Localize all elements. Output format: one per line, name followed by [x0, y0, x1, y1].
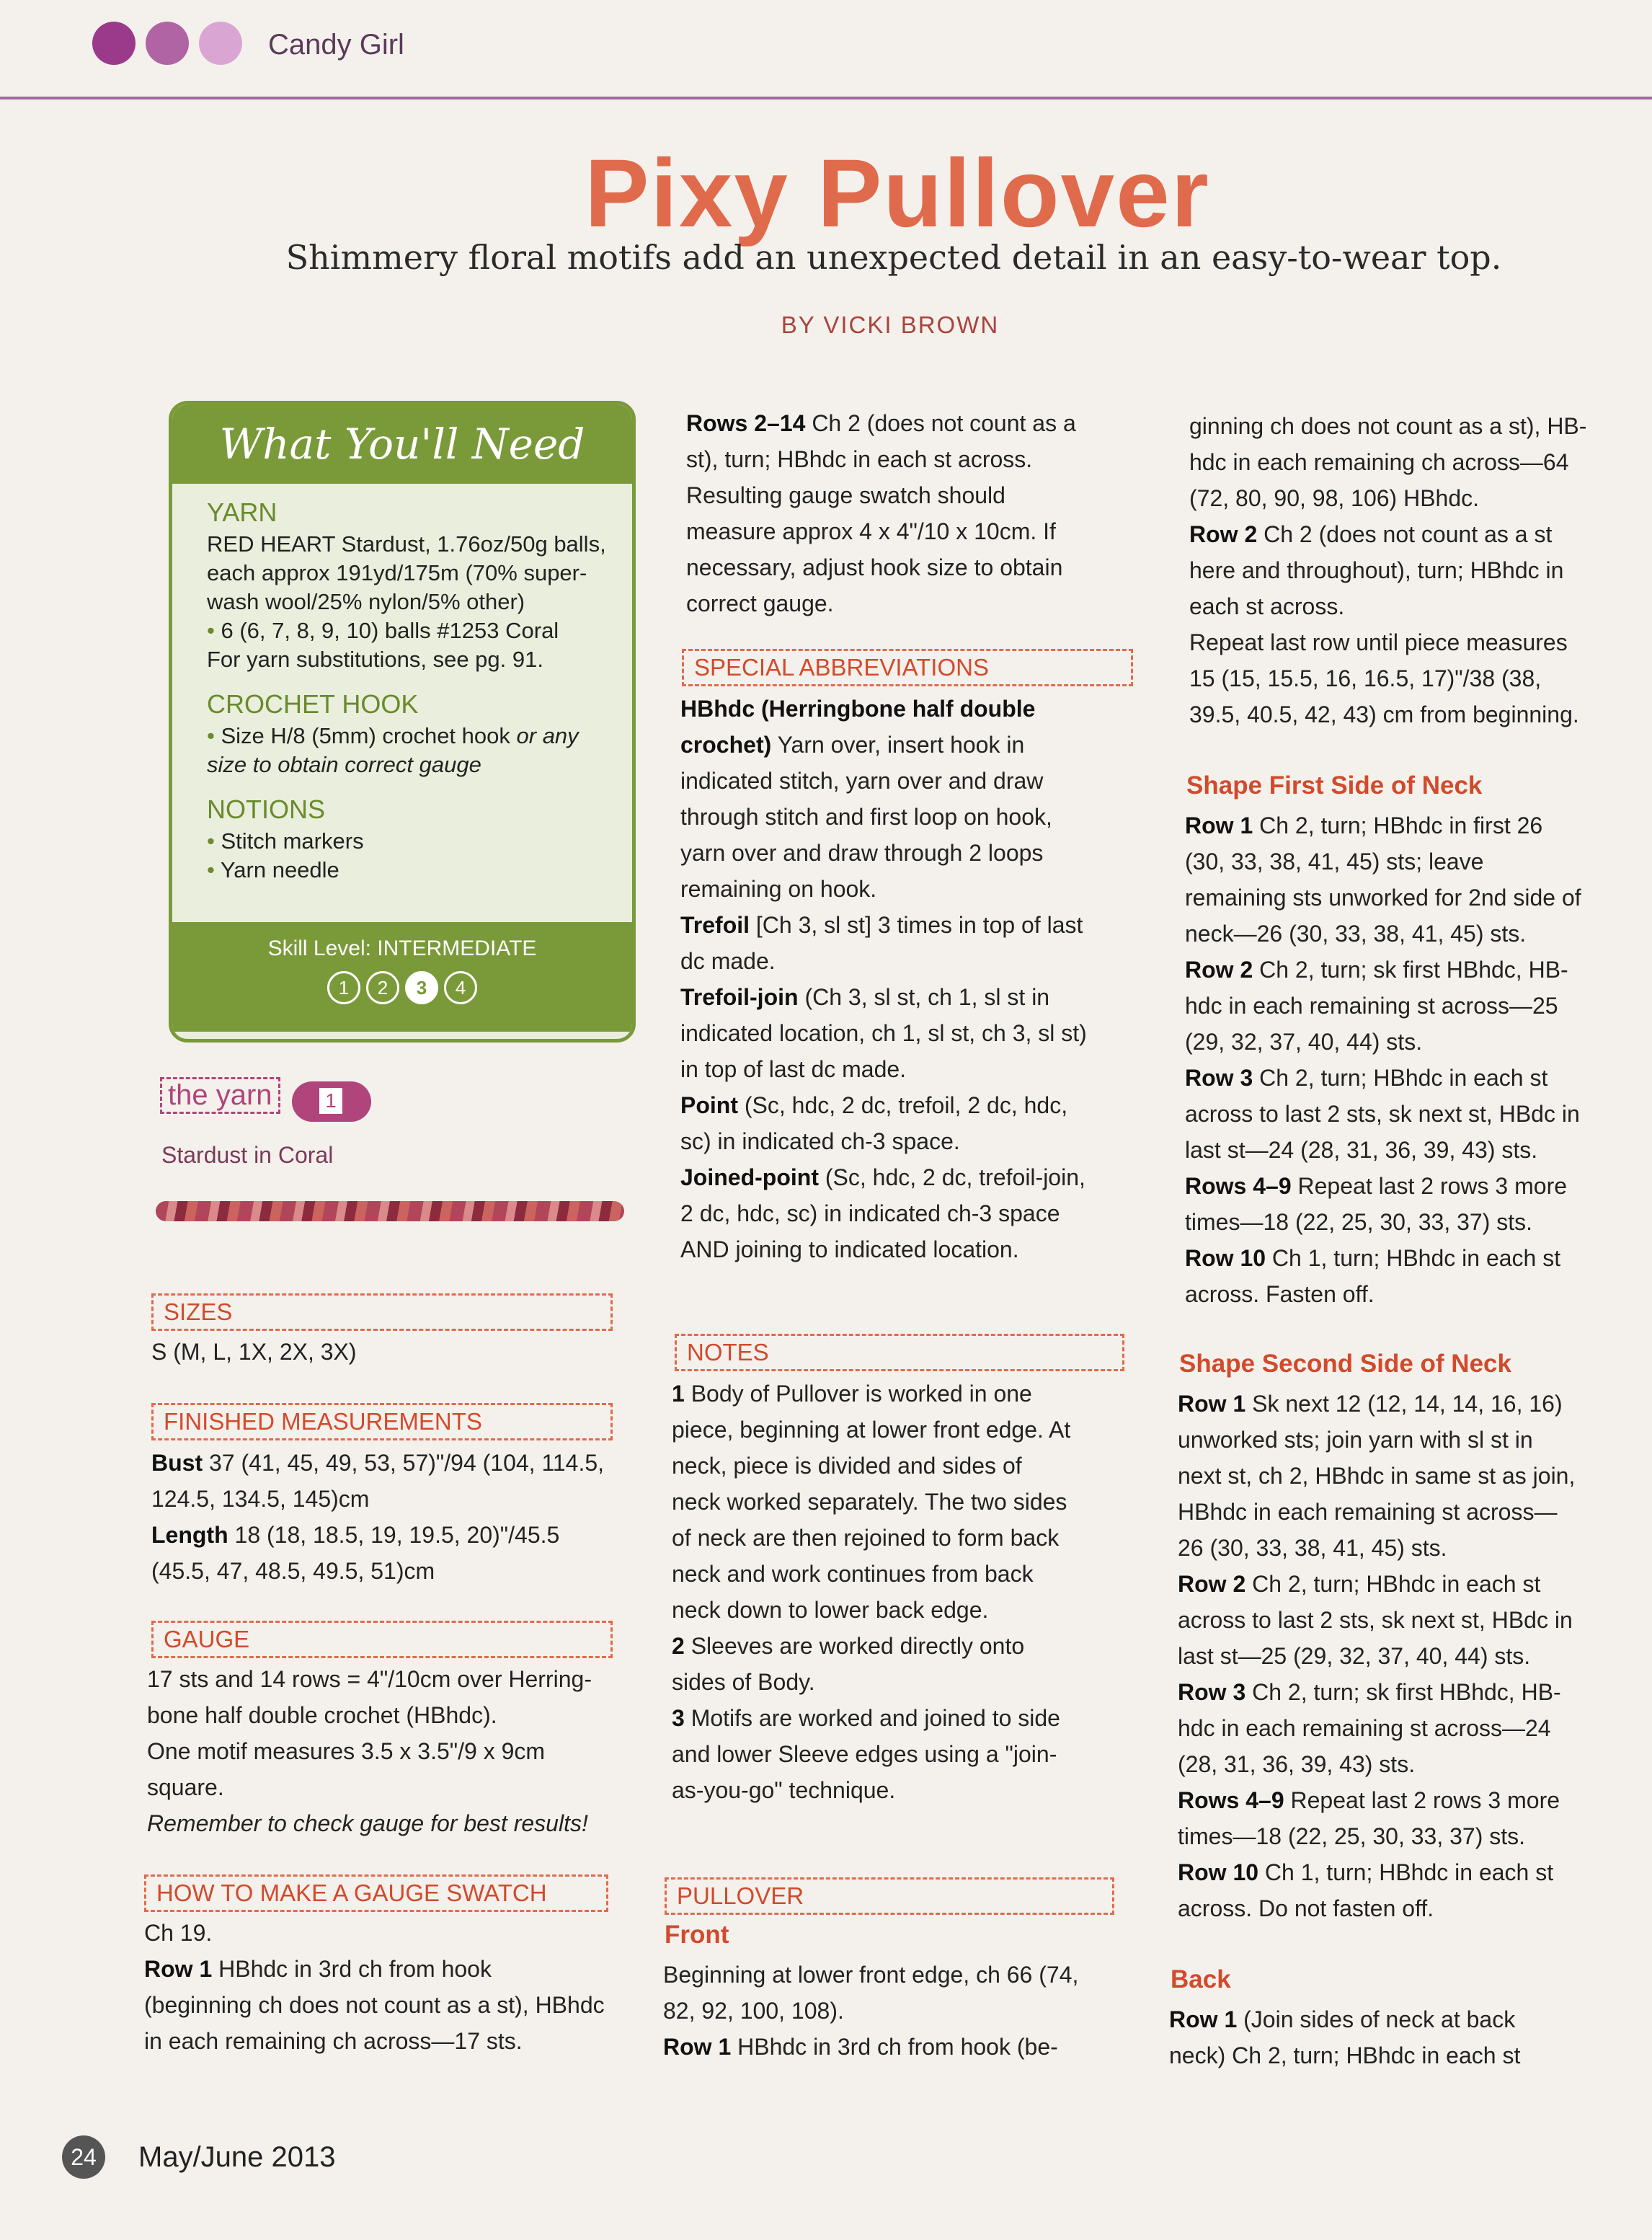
swatch-rows: Rows 2–14 Ch 2 (does not count as a st), turn; HBhdc in each st across. Resulting gauge swatch should measure approx 4 x 4"/10 x 10cm. If necessary, adjust hook size to obtain correct gauge. [686, 410, 1076, 616]
gauge-heading: GAUGE [151, 1621, 613, 1658]
back-text: Row 1 (Join sides of neck at back neck) Ch 2, turn; HBhdc in each st [1169, 2006, 1521, 2068]
second-neck-text: Row 1 Sk next 12 (12, 14, 14, 16, 16) unworked sts; join yarn with sl st in next st, ch 2, HBhdc in same st as join, HBhdc in each remaining st across—26 (30, 33, 38, 41, 45) sts. Row 2 Ch 2, turn; HBhdc in each st across to last 2 sts, sk next st, HBdc in last st—25 (29, 32, 37, 40, 44) sts. Row 3 Ch 2, turn; sk first HBhdc, HB-hdc in each remaining st across—24 (28, 31, 36, 39, 43) sts. Rows 4–9 Repeat last 2 rows 3 more times—18 (22, 25, 30, 33, 37) sts. Row 10 Ch 1, turn; HBhdc in each st across. Do not fasten off. [1178, 1391, 1576, 1921]
back-heading: Back [1171, 1965, 1231, 1993]
yarn-bullet: • 6 (6, 7, 8, 9, 10) balls #1253 Coral [207, 616, 610, 645]
header-rule [0, 97, 1652, 99]
byline: BY VICKI BROWN [781, 311, 1000, 338]
yarn-substitution: For yarn substitutions, see pg. 91. [207, 647, 543, 672]
skill-circle: 4 [444, 971, 477, 1004]
front-continued: ginning ch does not count as a st), HB-hdc in each remaining ch across—64 (72, 80, 90, 98, 106) HBhdc. Row 2 Ch 2 (does not count as a st here and throughout), turn; HBhdc in each st across. Repeat last row until piece measures 15 (15, 15.5, 16, 16.5, 17)"/38 (38, 39.5, 40.5, 42, 43) cm from beginning. [1189, 413, 1587, 727]
materials-box [169, 401, 636, 1042]
hook-heading: CROCHET HOOK [207, 689, 419, 719]
swatch-text: Ch 19. Row 1 HBhdc in 3rd ch from hook (beginning ch does not count as a st), HBhdc in each remaining ch across—17 sts. [144, 1920, 605, 2054]
subtitle: Shimmery floral motifs add an unexpected detail in an easy-to-wear top. [285, 238, 1502, 277]
finished-text: Bust 37 (41, 45, 49, 53, 57)"/94 (104, 114.5, 124.5, 134.5, 145)cm Length 18 (18, 18.5, 19, 19.5, 20)"/45.5 (45.5, 47, 48.5, 49.5, 51)cm [151, 1450, 605, 1584]
yarn-number: 1 [319, 1088, 342, 1114]
section-dots [92, 22, 242, 65]
yarn-ball-icon [292, 1081, 371, 1122]
gauge-text: 17 sts and 14 rows = 4"/10cm over Herring-bone half double crochet (HBhdc). One motif measures 3.5 x 3.5"/9 x 9cm square. Remember to check gauge for best results! [147, 1666, 592, 1836]
materials-body [207, 482, 610, 885]
first-neck-heading: Shape First Side of Neck [1186, 771, 1483, 800]
notes-text: 1 Body of Pullover is worked in one piece, beginning at lower front edge. At neck, piece is divided and sides of neck worked separately. The two sides of neck are then rejoined to form back neck and work continues from back neck down to lower back edge. 2 Sleeves are worked directly onto sides of Body. 3 Motifs are worked and joined to side and lower Sleeve edges using a "join-as-you-go" technique. [672, 1381, 1071, 1803]
notion-item: • Yarn needle [207, 856, 610, 885]
front-heading: Front [665, 1921, 729, 1949]
notions-heading: NOTIONS [207, 794, 326, 824]
skill-level-bar [172, 922, 632, 1032]
skill-circle-active: 3 [405, 971, 438, 1004]
yarn-heading: YARN [207, 497, 277, 527]
sizes-heading: SIZES [151, 1293, 613, 1331]
first-neck-text: Row 1 Ch 2, turn; HBhdc in first 26 (30, 33, 38, 41, 45) sts; leave remaining sts unworked for 2nd side of neck—26 (30, 33, 38, 41, 45) sts. Row 2 Ch 2, turn; sk first HBhdc, HB-hdc in each remaining st across—25 (29, 32, 37, 40, 44) sts. Row 3 Ch 2, turn; HBhdc in each st across to last 2 sts, sk next st, HBdc in last st—24 (28, 31, 36, 39, 43) sts. Rows 4–9 Repeat last 2 rows 3 more times—18 (22, 25, 30, 33, 37) sts. Row 10 Ch 1, turn; HBhdc in each st across. Fasten off. [1185, 813, 1581, 1307]
notion-item: • Stitch markers [207, 827, 610, 856]
skill-label: Skill Level: INTERMEDIATE [267, 937, 537, 960]
yarn-panel [160, 1077, 371, 1122]
pullover-heading: PULLOVER [665, 1877, 1114, 1915]
dot-1 [92, 22, 136, 65]
skill-circle: 2 [366, 971, 399, 1004]
hook-bullet: • Size H/8 (5mm) crochet hook or any size to obtain correct gauge [207, 722, 610, 779]
dot-3 [199, 22, 242, 65]
yarn-text: RED HEART Stardust, 1.76oz/50g balls, each approx 191yd/175m (70% super-wash wool/25% nylon/5% other) [207, 531, 606, 614]
finished-heading: FINISHED MEASUREMENTS [151, 1403, 613, 1440]
second-neck-heading: Shape Second Side of Neck [1179, 1350, 1511, 1378]
notes-heading: NOTES [675, 1334, 1124, 1371]
skill-circle: 1 [327, 971, 360, 1004]
dot-2 [146, 22, 189, 65]
yarn-strand-image [156, 1201, 624, 1221]
swatch-heading: HOW TO MAKE A GAUGE SWATCH [144, 1874, 608, 1912]
abbreviations-text: HBhdc (Herringbone half double crochet) Yarn over, insert hook in indicated stitch, yarn over and draw through stitch and first loop on hook, yarn over and draw through 2 loops remaining on hook. Trefoil [Ch 3, sl st] 3 times in top of last dc made. Trefoil-join (Ch 3, sl st, ch 1, sl st in indicated location, ch 1, sl st, ch 3, sl st) in top of last dc made. Point (Sc, hdc, 2 dc, trefoil, 2 dc, hdc, sc) in indicated ch-3 space. Joined-point (Sc, hdc, 2 dc, trefoil-join, 2 dc, hdc, sc) in indicated ch-3 space AND joining to indicated location. [680, 696, 1087, 1262]
sizes-text: S (M, L, 1X, 2X, 3X) [151, 1339, 357, 1365]
yarn-label: the yarn [160, 1077, 280, 1114]
materials-heading: What You'll Need [172, 404, 632, 484]
issue-date: May/June 2013 [138, 2141, 336, 2173]
yarn-name: Stardust in Coral [161, 1142, 334, 1168]
front-text: Beginning at lower front edge, ch 66 (74, 82, 92, 100, 108). Row 1 HBhdc in 3rd ch from hook (be- [663, 1962, 1079, 2060]
section-label: Candy Girl [268, 29, 404, 61]
abbreviations-heading: SPECIAL ABBREVIATIONS [682, 649, 1133, 686]
skill-circles [172, 971, 632, 1004]
page-number: 24 [62, 2135, 105, 2179]
page-title: Pixy Pullover [585, 140, 1210, 247]
